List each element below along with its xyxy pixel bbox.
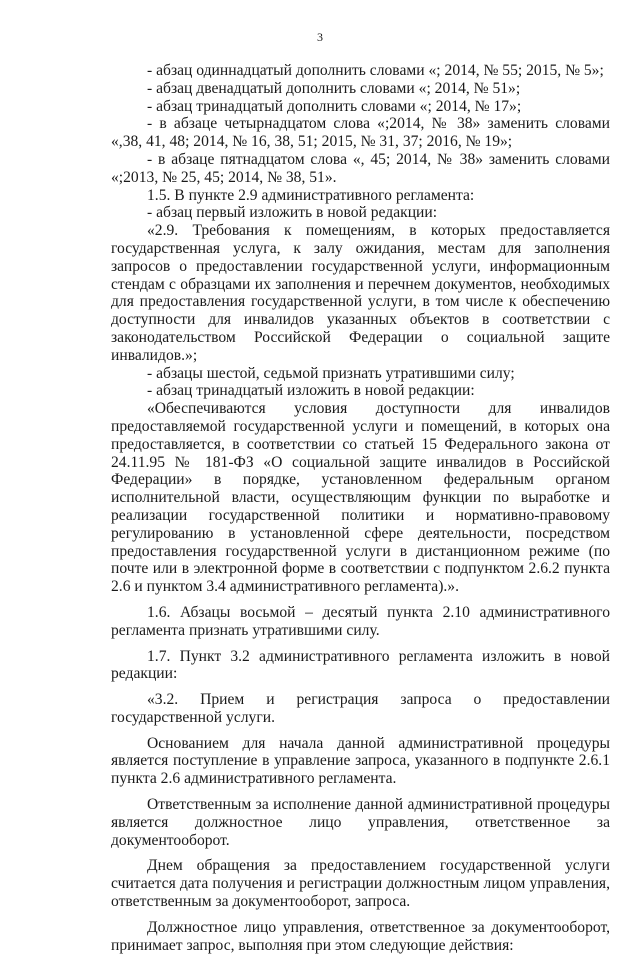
paragraph-7: - абзац первый изложить в новой редакции: <box>147 204 438 222</box>
paragraph-15: Основанием для начала данной административной процедуры является поступление в управление запроса, указанного в подпункте 2.6.1 пункта 2.6 административного регламента. <box>111 734 610 788</box>
paragraph-5: - в абзаце пятнадцатом слова «, 45; 2014, № 38» заменить словами «;2013, № 25, 45; 2014, № 38, 51». <box>111 150 610 186</box>
paragraph-10: - абзац тринадцатый изложить в новой редакции: <box>147 382 475 400</box>
paragraph-14: «3.2. Прием и регистрация запроса о предоставлении государственной услуги. <box>111 691 610 726</box>
paragraph-12: 1.6. Абзацы восьмой – десятый пункта 2.10 административного регламента признать утратившими силу. <box>111 603 610 639</box>
paragraph-2: - абзац двенадцатый дополнить словами «; 2014, № 51»; <box>147 79 521 97</box>
paragraph-18: Должностное лицо управления, ответственное за документооборот, принимает запрос, выполняя при этом следующие действия: <box>111 918 610 954</box>
paragraph-6: 1.5. В пункте 2.9 административного регламента: <box>147 186 475 204</box>
document-body <box>111 62 610 954</box>
paragraph-1: - абзац одиннадцатый дополнить словами «; 2014, № 55; 2015, № 5»; <box>147 62 604 79</box>
paragraph-13: 1.7. Пункт 3.2 административного регламента изложить в новой редакции: <box>111 647 610 683</box>
paragraph-4: - в абзаце четырнадцатом слова «;2014, № 38» заменить словами «,38, 41, 48; 2014, № 16, 38, 51; 2015, № 31, 37; 2016, № 19»; <box>111 115 610 151</box>
paragraph-8: «2.9. Требования к помещениям, в которых предоставляется государственная услуга, к залу ожидания, местам для заполнения запросов о предоставлении государственной услуги, информационным стендам с образцами их заполнения и перечнем документов, необходимых для предоставления государственной услуги, в том числе к обеспечению доступности для инвалидов указанных объектов в соответствии с законодательством Российской Федерации о социальной защите инвалидов.»; <box>111 222 610 364</box>
paragraph-3: - абзац тринадцатый дополнить словами «; 2014, № 17»; <box>147 97 522 115</box>
page-number: 3 <box>317 30 323 44</box>
paragraph-17: Днем обращения за предоставлением государственной услуги считается дата получения и регистрации должностным лицом управления, ответственным за документооборот, запроса. <box>111 857 610 911</box>
paragraph-9: - абзацы шестой, седьмой признать утратившими силу; <box>147 364 515 382</box>
paragraph-11: «Обеспечиваются условия доступности для инвалидов предоставляемой государственной услуги и помещений, в которых она предоставляется, в соответствии со статьей 15 Федерального закона от 24.11.95 № 181-ФЗ «О социальной защите инвалидов в Российской Федерации» в порядке, установленном федеральным органом исполнительной власти, осуществляющим функции по выработке и реализации государственной политики и нормативно-правовому регулированию в установленной сфере деятельности, посредством предоставления государственной услуги в дистанционном режиме (по почте или в электронной форме в соответствии с подпунктом 2.6.2 пункта 2.6 и пунктом 3.4 административного регламента).». <box>111 400 610 596</box>
paragraph-16: Ответственным за исполнение данной административной процедуры является должностное лицо управления, ответственное за документооборот. <box>111 796 610 849</box>
